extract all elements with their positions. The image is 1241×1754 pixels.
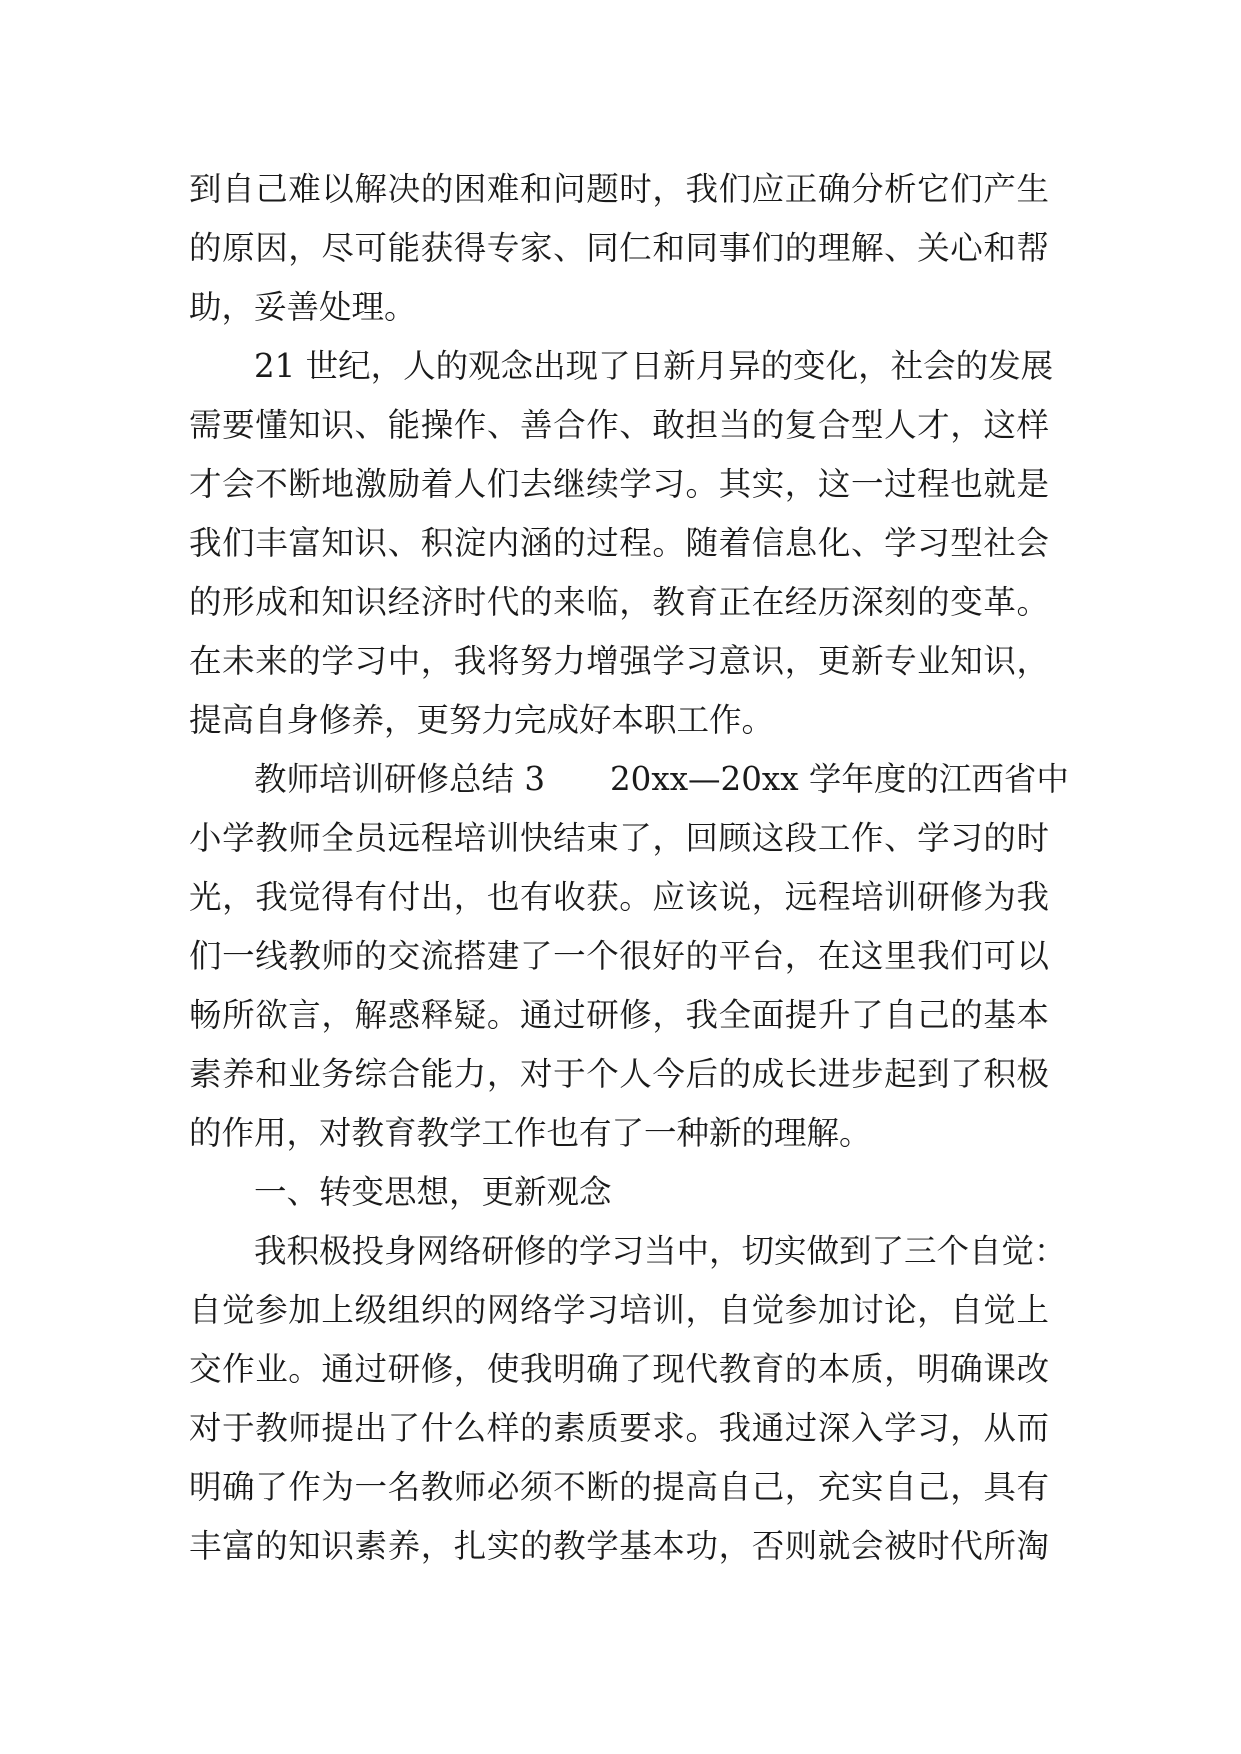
text-line: 对于教师提出了什么样的素质要求。我通过深入学习，从而: [189, 1409, 1049, 1447]
text-line: 的作用，对教育教学工作也有了一种新的理解。: [189, 1114, 872, 1152]
text-line: 才会不断地激励着人们去继续学习。其实，这一过程也就是: [189, 465, 1049, 503]
text-line: 21 世纪，人的观念出现了日新月异的变化，社会的发展: [254, 347, 1054, 385]
text-line: 到自己难以解决的困难和问题时，我们应正确分析它们产生: [189, 170, 1049, 208]
text-line: 在未来的学习中，我将努力增强学习意识，更新专业知识，: [189, 642, 1049, 680]
text-line: 交作业。通过研修，使我明确了现代教育的本质，明确课改: [189, 1350, 1049, 1388]
text-line: 自觉参加上级组织的网络学习培训，自觉参加讨论，自觉上: [189, 1291, 1049, 1329]
text-line: 的原因，尽可能获得专家、同仁和同事们的理解、关心和帮: [189, 229, 1049, 267]
text-line: 明确了作为一名教师必须不断的提高自己，充实自己，具有: [189, 1468, 1049, 1506]
text-line: 助，妥善处理。: [189, 288, 417, 326]
text-line: 素养和业务综合能力，对于个人今后的成长进步起到了积极: [189, 1055, 1049, 1093]
text-line: 我们丰富知识、积淀内涵的过程。随着信息化、学习型社会: [189, 524, 1049, 562]
document-body: [189, 160, 1069, 1576]
text-line: 教师培训研修总结 3 20xx—20xx 学年度的江西省中: [254, 760, 1069, 798]
text-line: 一、转变思想，更新观念: [254, 1173, 612, 1211]
text-line: 我积极投身网络研修的学习当中，切实做到了三个自觉：: [254, 1232, 1067, 1270]
text-line: 畅所欲言，解惑释疑。通过研修，我全面提升了自己的基本: [189, 996, 1049, 1034]
text-line: 的形成和知识经济时代的来临，教育正在经历深刻的变革。: [189, 583, 1049, 621]
text-line: 需要懂知识、能操作、善合作、敢担当的复合型人才，这样: [189, 406, 1049, 444]
text-line: 光，我觉得有付出，也有收获。应该说，远程培训研修为我: [189, 878, 1049, 916]
text-line: 丰富的知识素养，扎实的教学基本功，否则就会被时代所淘: [189, 1527, 1049, 1565]
text-line: 们一线教师的交流搭建了一个很好的平台，在这里我们可以: [189, 937, 1049, 975]
text-line: 提高自身修养，更努力完成好本职工作。: [189, 701, 775, 739]
text-line: 小学教师全员远程培训快结束了，回顾这段工作、学习的时: [189, 819, 1049, 857]
